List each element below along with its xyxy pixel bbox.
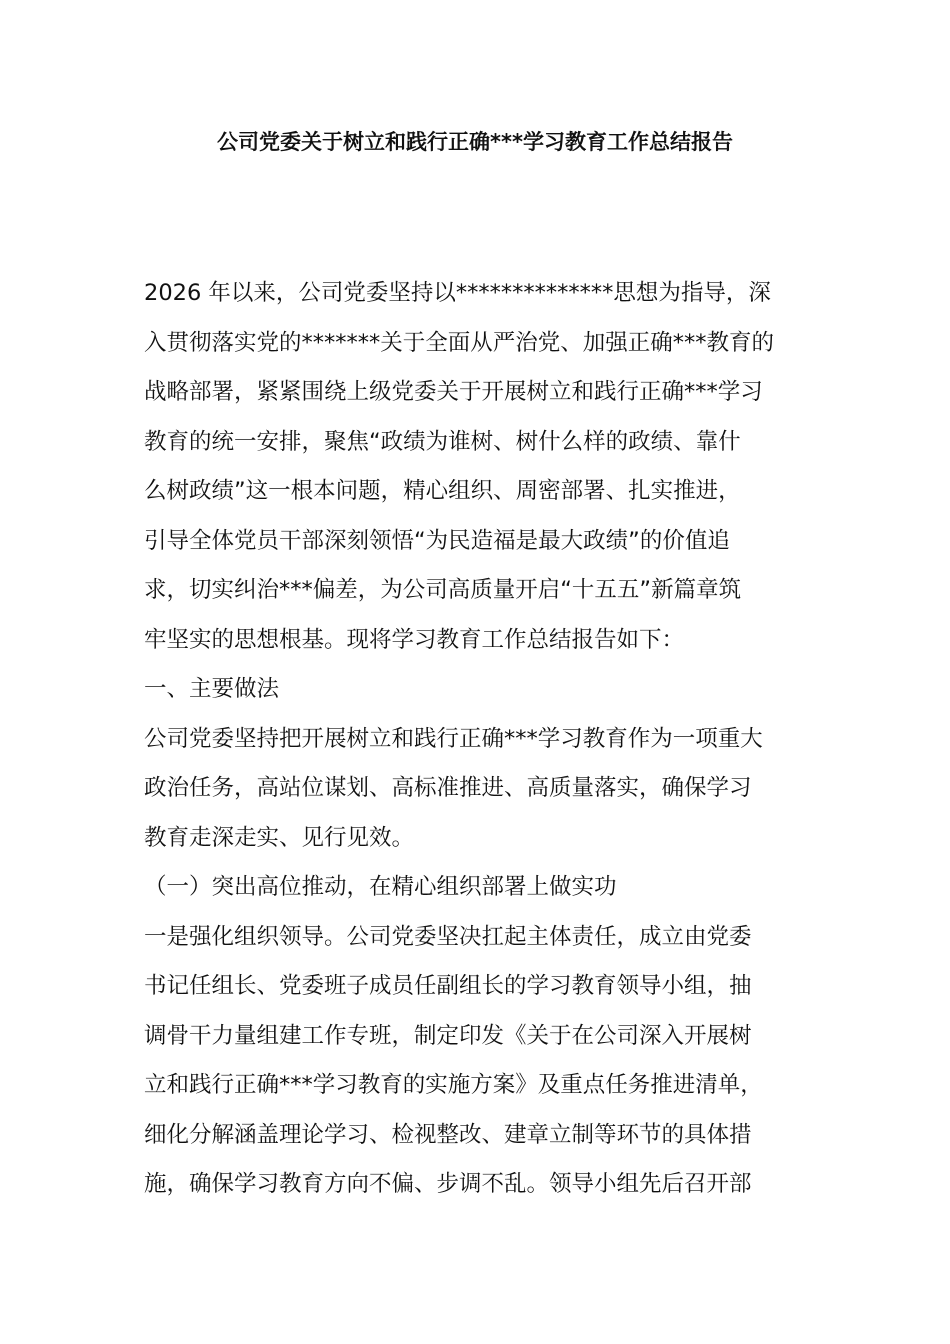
body-line: 求，切实纠治***偏差，为公司高质量开启“十五五”新篇章筑 <box>144 577 742 603</box>
body-line: 战略部署，紧紧围绕上级党委关于开展树立和践行正确***学习 <box>144 379 763 405</box>
body-line: 书记任组长、党委班子成员任副组长的学习教育领导小组，抽 <box>144 973 752 999</box>
document-title: 公司党委关于树立和践行正确***学习教育工作总结报告 <box>217 130 733 154</box>
subsection-heading: （一）突出高位推动，在精心组织部署上做实功 <box>144 874 617 900</box>
body-line: 一是强化组织领导。公司党委坚决扛起主体责任，成立由党委 <box>144 923 752 950</box>
body-line: 2026 年以来，公司党委坚持以**************思想为指导，深 <box>144 280 771 306</box>
body-line: 么树政绩”这一根本问题，精心组织、周密部署、扎实推进， <box>144 478 741 504</box>
document-body <box>144 269 808 1210</box>
body-line: 牢坚实的思想根基。现将学习教育工作总结报告如下： <box>144 626 685 653</box>
body-line: 调骨干力量组建工作专班，制定印发《关于在公司深入开展树 <box>144 1022 752 1049</box>
body-line: 教育的统一安排，聚焦“政绩为谁树、树什么样的政绩、靠什 <box>144 428 741 455</box>
body-line: 公司党委坚持把开展树立和践行正确***学习教育作为一项重大 <box>144 725 763 752</box>
section-heading: 一、主要做法 <box>144 676 280 702</box>
body-line: 施，确保学习教育方向不偏、步调不乱。领导小组先后召开部 <box>144 1171 752 1197</box>
body-line: 细化分解涵盖理论学习、检视整改、建章立制等环节的具体措 <box>144 1121 752 1148</box>
body-line: 教育走深走实、见行见效。 <box>144 824 415 851</box>
body-line: 立和践行正确***学习教育的实施方案》及重点任务推进清单， <box>144 1072 763 1098</box>
body-line: 政治任务，高站位谋划、高标准推进、高质量落实，确保学习 <box>144 775 752 801</box>
body-line: 入贯彻落实党的*******关于全面从严治党、加强正确***教育的 <box>144 329 775 356</box>
body-line: 引导全体党员干部深刻领悟“为民造福是最大政绩”的价值追 <box>144 527 730 554</box>
